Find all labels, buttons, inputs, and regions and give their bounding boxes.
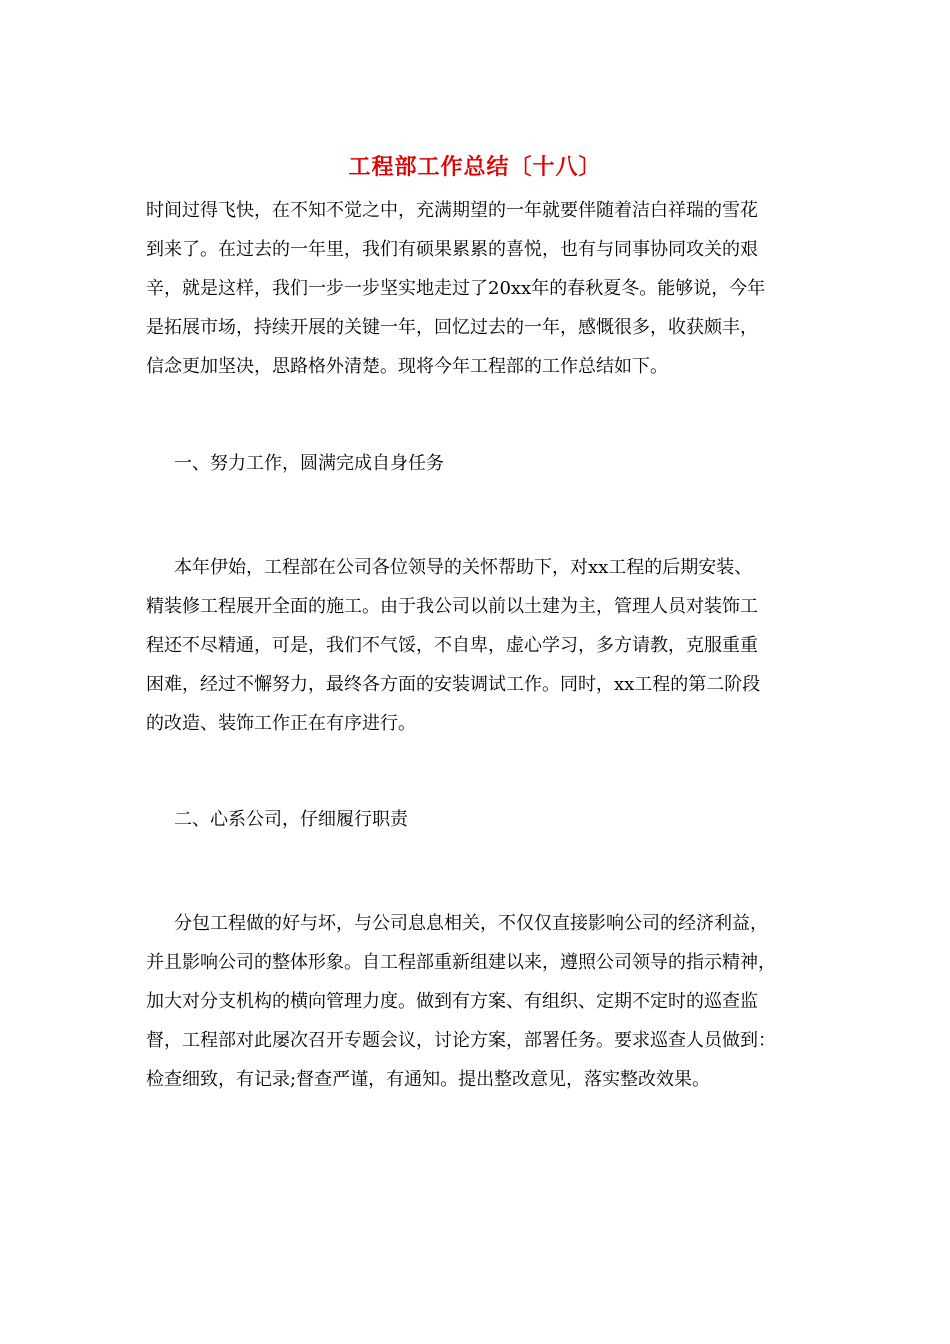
section-2-paragraph [146,904,810,1099]
document-title: 工程部工作总结〔十八〕 [348,154,602,180]
section-1-paragraph [146,548,810,743]
paragraph-line: 到来了。在过去的一年里，我们有硕果累累的喜悦，也有与同事协同攻关的艰 [146,239,758,260]
paragraph-line: 程还不尽精通，可是，我们不气馁，不自卑，虚心学习，多方请教，克服重重 [146,635,758,656]
paragraph-line: 是拓展市场，持续开展的关键一年，回忆过去的一年，感慨很多，收获颇丰， [146,317,758,338]
paragraph-line: 辛，就是这样，我们一步一步坚实地走过了20xx年的春秋夏冬。能够说，今年 [146,278,766,299]
section-1-heading [146,444,810,483]
paragraph-line: 加大对分支机构的横向管理力度。做到有方案、有组织、定期不定时的巡查监 [146,991,758,1012]
paragraph-line: 困难，经过不懈努力，最终各方面的安装调试工作。同时，xx工程的第二阶段 [146,674,761,695]
section-2-heading [146,800,810,839]
paragraph-line: 本年伊始，工程部在公司各位领导的关怀帮助下，对xx工程的后期安装、 [174,557,753,578]
paragraph-line: 检查细致，有记录;督查严谨，有通知。提出整改意见，落实整改效果。 [146,1069,711,1090]
paragraph-line: 督，工程部对此屡次召开专题会议，讨论方案，部署任务。要求巡查人员做到： [146,1030,776,1051]
paragraph-line: 分包工程做的好与坏，与公司息息相关，不仅仅直接影响公司的经济利益， [174,913,768,934]
paragraph-line: 的改造、装饰工作正在有序进行。 [146,713,416,734]
paragraph-line: 精装修工程展开全面的施工。由于我公司以前以土建为主，管理人员对装饰工 [146,596,758,617]
paragraph-line: 时间过得飞快，在不知不觉之中，充满期望的一年就要伴随着洁白祥瑞的雪花 [146,200,758,221]
paragraph-line: 并且影响公司的整体形象。自工程部重新组建以来，遵照公司领导的指示精神， [146,952,776,973]
section-heading-text: 一、努力工作，圆满完成自身任务 [174,453,444,474]
paragraph-line: 信念更加坚决，思路格外清楚。现将今年工程部的工作总结如下。 [146,356,668,377]
section-heading-text: 二、心系公司，仔细履行职责 [174,809,408,830]
intro-paragraph [146,191,810,386]
